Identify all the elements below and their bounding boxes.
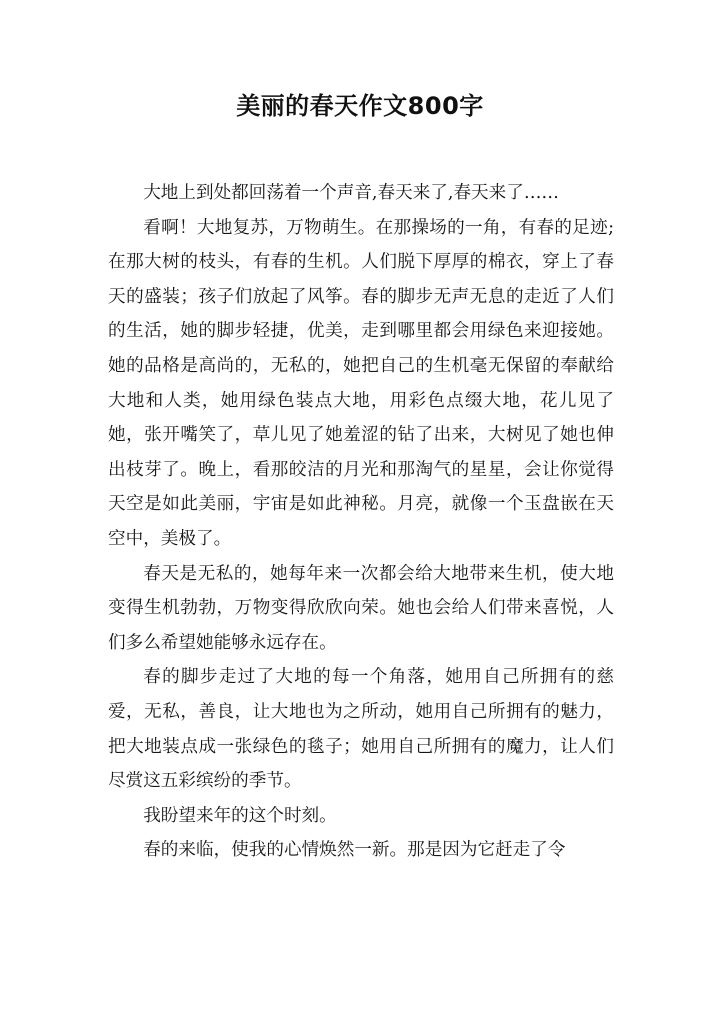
- paragraph-2: 看啊！大地复苏，万物萌生。在那操场的一角，有春的足迹; 在那大树的枝头，有春的生机。人们脱下厚厚的棉衣，穿上了春天的盛装；孩子们放起了风筝。春的脚步无声无息的走近了人们的生活，她的脚步轻捷，优美，走到哪里都会用绿色来迎接她。她的品格是高尚的，无私的，她把自己的生机毫无保留的奉献给大地和人类，她用绿色装点大地，用彩色点缀大地，花儿见了她，张开嘴笑了，草儿见了她羞涩的钻了出来，大树见了她也伸出枝芽了。晚上，看那皎洁的月光和那淘气的星星，会让你觉得天空是如此美丽，宇宙是如此神秘。月亮，就像一个玉盘嵌在天空中，美极了。: [108, 217, 614, 549]
- paragraph-3: 春天是无私的，她每年来一次都会给大地带来生机，使大地变得生机勃勃，万物变得欣欣向荣。她也会给人们带来喜悦，人们多么希望她能够永远存在。: [108, 563, 614, 653]
- document-title: 美丽的春天作文800字: [236, 92, 484, 120]
- paragraph-4: 春的脚步走过了大地的每一个角落，她用自己所拥有的慈爱，无私，善良，让大地也为之所动，她用自己所拥有的魅力，把大地装点成一张绿色的毯子；她用自己所拥有的魔力，让人们尽赏这五彩缤纷的季节。: [108, 667, 614, 792]
- document-body: [108, 176, 614, 868]
- paragraph-5: 我盼望来年的这个时刻。: [143, 805, 337, 826]
- paragraph-1: 大地上到处都回荡着一个声音,春天来了,春天来了……: [143, 183, 560, 203]
- paragraph-6: 春的来临，使我的心情焕然一新。那是因为它赶走了令: [143, 840, 566, 861]
